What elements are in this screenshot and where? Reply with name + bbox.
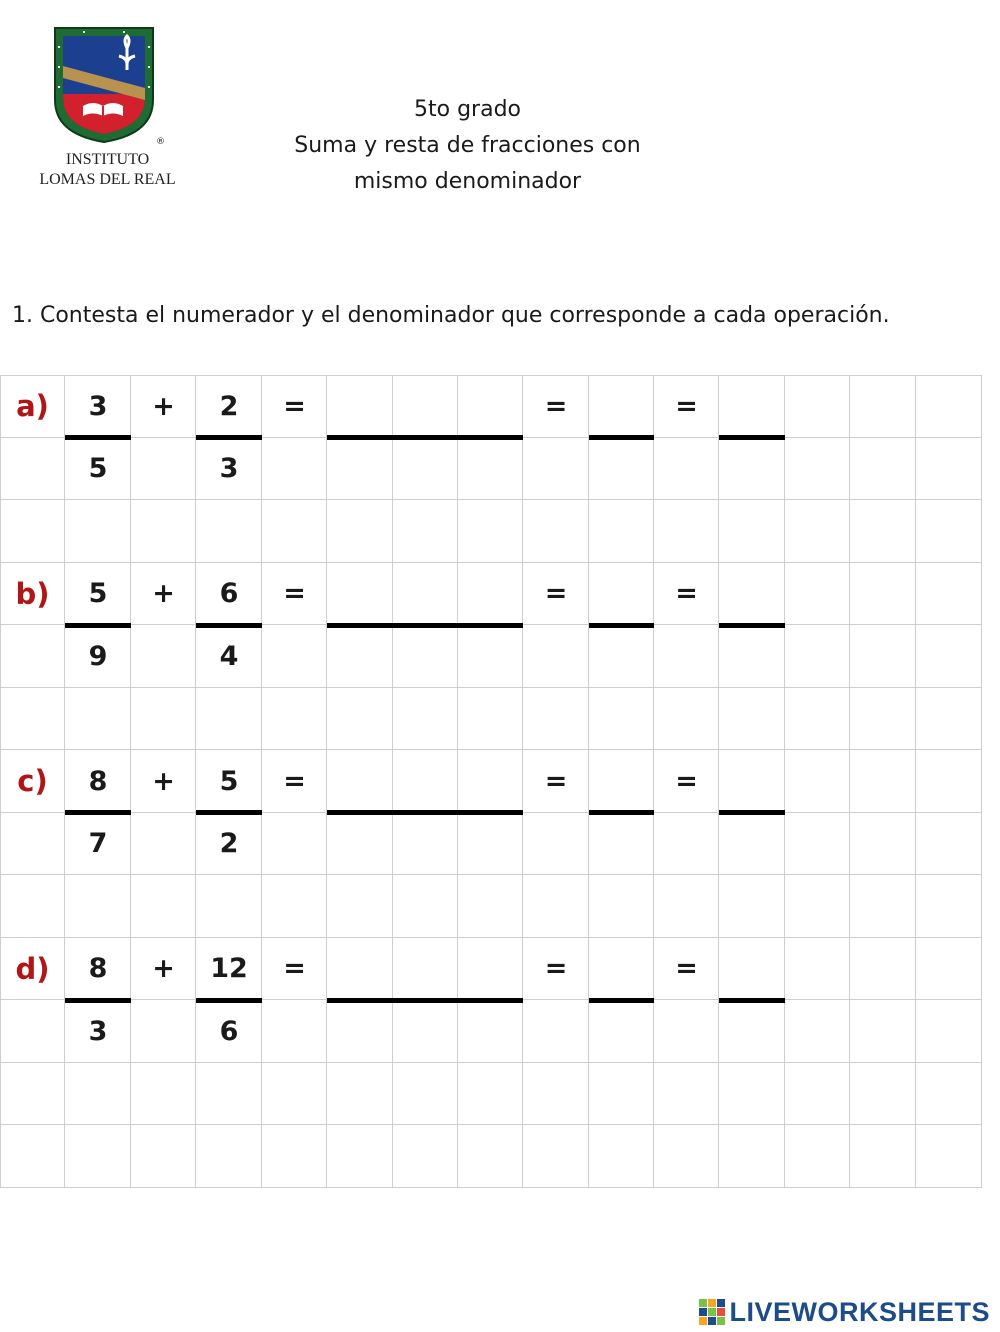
grid-cell <box>458 688 523 751</box>
denominator-2: 6 <box>219 1015 239 1047</box>
grid-cell <box>850 1063 916 1126</box>
grid-cell <box>131 1000 196 1063</box>
grid-cell <box>719 500 785 563</box>
grid-cell <box>916 875 982 938</box>
grid-cell <box>654 1000 719 1063</box>
grid-cell <box>131 813 196 876</box>
grid-cell <box>196 500 262 563</box>
numerator-1: 5 <box>88 578 108 610</box>
exercise-label: a) <box>16 389 49 424</box>
grid-cell <box>785 1125 850 1188</box>
grid-cell <box>850 500 916 563</box>
grid-cell <box>785 625 850 688</box>
grid-cell <box>785 1000 850 1063</box>
title-line-3: mismo denominador <box>353 169 582 194</box>
grid-cell <box>262 1000 327 1063</box>
grid-cell <box>393 500 458 563</box>
answer-wide-input[interactable] <box>327 750 523 875</box>
grid-cell <box>785 500 850 563</box>
operator-sign: + <box>152 578 175 610</box>
denominator-2: 3 <box>219 453 239 485</box>
operator-sign: + <box>152 765 175 797</box>
grid-cell <box>916 813 982 876</box>
grid-cell <box>654 688 719 751</box>
grid-cell <box>393 1125 458 1188</box>
liveworksheets-watermark <box>699 1292 990 1332</box>
grid-cell <box>327 500 393 563</box>
grid-cell <box>916 1063 982 1126</box>
grid-cell <box>589 1125 654 1188</box>
grid-cell <box>523 500 589 563</box>
grid-cell <box>589 688 654 751</box>
grid-cell <box>131 1125 196 1188</box>
grid-cell <box>327 1125 393 1188</box>
denominator-1: 5 <box>88 453 108 485</box>
school-name-line-1: INSTITUTO <box>65 151 150 168</box>
operator-sign: + <box>152 953 175 985</box>
grid-cell <box>850 750 916 813</box>
grid-cell <box>523 1125 589 1188</box>
equals-sign: = <box>675 578 698 610</box>
grid-cell <box>916 938 982 1001</box>
instruction-text: 1. Contesta el numerador y el denominador que corresponde a cada operación. <box>12 303 890 328</box>
grid-cell <box>393 688 458 751</box>
grid-cell <box>850 813 916 876</box>
grade-label: 5to grado <box>414 97 521 122</box>
liveworksheets-logo-icon <box>699 1299 725 1325</box>
grid-cell <box>327 875 393 938</box>
grid-cell <box>131 500 196 563</box>
grid-cell <box>523 688 589 751</box>
denominator-2: 2 <box>219 828 239 860</box>
grid-cell <box>916 688 982 751</box>
grid-cell <box>850 563 916 626</box>
grid-cell <box>785 438 850 501</box>
operator-sign: + <box>152 390 175 422</box>
grid-cell <box>458 1125 523 1188</box>
grid-cell <box>785 938 850 1001</box>
equals-sign: = <box>283 953 306 985</box>
grid-cell <box>654 438 719 501</box>
grid-cell <box>785 750 850 813</box>
answer-wide-input[interactable] <box>327 375 523 500</box>
grid-cell <box>458 875 523 938</box>
answer-input[interactable] <box>589 938 654 1063</box>
equals-sign: = <box>675 765 698 797</box>
title-line-2: Suma y resta de fracciones con <box>294 133 641 158</box>
grid-cell <box>654 625 719 688</box>
grid-cell <box>131 1063 196 1126</box>
grid-cell <box>654 1063 719 1126</box>
answer-final-input[interactable] <box>719 750 785 875</box>
fraction-bar-1 <box>65 810 131 815</box>
worksheet-title <box>250 92 685 200</box>
grid-cell <box>131 875 196 938</box>
grid-cell <box>785 563 850 626</box>
numerator-2: 2 <box>219 390 239 422</box>
grid-cell <box>785 875 850 938</box>
answer-final-input[interactable] <box>719 938 785 1063</box>
grid-cell <box>916 500 982 563</box>
grid-cell <box>523 1000 589 1063</box>
exercise-label: d) <box>15 951 50 986</box>
grid-cell <box>196 1063 262 1126</box>
grid-cell <box>523 438 589 501</box>
exercise-grid <box>0 375 982 1188</box>
grid-cell <box>262 500 327 563</box>
grid-cell <box>262 875 327 938</box>
grid-cell <box>654 875 719 938</box>
numerator-2: 6 <box>219 578 239 610</box>
grid-cell <box>916 1000 982 1063</box>
denominator-1: 9 <box>88 640 108 672</box>
grid-cell <box>916 375 982 438</box>
grid-cell <box>916 1125 982 1188</box>
grid-cell <box>0 688 65 751</box>
denominator-1: 7 <box>88 828 108 860</box>
grid-cell <box>393 875 458 938</box>
denominator-2: 4 <box>219 640 239 672</box>
numerator-1: 3 <box>88 390 108 422</box>
grid-cell <box>196 875 262 938</box>
grid-cell <box>719 875 785 938</box>
grid-cell <box>65 875 131 938</box>
equals-sign: = <box>283 578 306 610</box>
grid-cell <box>262 1125 327 1188</box>
grid-cell <box>0 1125 65 1188</box>
grid-cell <box>589 500 654 563</box>
exercise-label: c) <box>17 764 48 799</box>
grid-cell <box>850 1125 916 1188</box>
grid-cell <box>654 1125 719 1188</box>
exercise-label: b) <box>15 576 50 611</box>
grid-cell <box>262 1063 327 1126</box>
grid-cell <box>0 500 65 563</box>
grid-cell <box>196 1125 262 1188</box>
grid-cell <box>0 1000 65 1063</box>
grid-cell <box>719 688 785 751</box>
grid-cell <box>850 375 916 438</box>
grid-cell <box>785 1063 850 1126</box>
equals-sign: = <box>675 390 698 422</box>
grid-cell <box>0 813 65 876</box>
answer-wide-input[interactable] <box>327 563 523 688</box>
school-name <box>20 150 195 190</box>
equals-sign: = <box>675 953 698 985</box>
grid-cell <box>785 375 850 438</box>
grid-cell <box>458 1063 523 1126</box>
grid-cell <box>719 1063 785 1126</box>
equals-sign: = <box>544 390 568 422</box>
grid-cell <box>916 750 982 813</box>
equals-sign: = <box>544 578 568 610</box>
answer-final-input[interactable] <box>719 375 785 500</box>
grid-cell <box>65 1125 131 1188</box>
grid-cell <box>393 1063 458 1126</box>
school-logo <box>20 26 195 196</box>
equals-sign: = <box>283 390 306 422</box>
grid-cell <box>262 813 327 876</box>
numerator-1: 8 <box>88 765 108 797</box>
grid-cell <box>850 938 916 1001</box>
grid-cell <box>523 875 589 938</box>
grid-cell <box>654 813 719 876</box>
grid-cell <box>262 688 327 751</box>
grid-cell <box>65 1063 131 1126</box>
registered-mark: ® <box>156 137 165 147</box>
grid-cell <box>0 625 65 688</box>
fraction-bar-1 <box>65 623 131 628</box>
grid-cell <box>850 438 916 501</box>
grid-cell <box>523 625 589 688</box>
equals-sign: = <box>544 953 568 985</box>
grid-cell <box>589 1063 654 1126</box>
grid-cell <box>523 1063 589 1126</box>
answer-input[interactable] <box>589 563 654 688</box>
grid-cell <box>654 500 719 563</box>
grid-cell <box>131 625 196 688</box>
grid-cell <box>327 688 393 751</box>
fraction-bar-1 <box>65 435 131 440</box>
answer-input[interactable] <box>589 375 654 500</box>
equals-sign: = <box>544 765 568 797</box>
grid-cell <box>916 438 982 501</box>
grid-cell <box>785 688 850 751</box>
denominator-1: 3 <box>88 1015 108 1047</box>
grid-cell <box>719 1125 785 1188</box>
grid-cell <box>65 688 131 751</box>
grid-cell <box>262 438 327 501</box>
numerator-2: 5 <box>219 765 239 797</box>
grid-cell <box>916 563 982 626</box>
grid-cell <box>850 625 916 688</box>
fraction-bar-2 <box>196 810 262 815</box>
grid-cell <box>0 438 65 501</box>
grid-cell <box>131 438 196 501</box>
grid-cell <box>916 625 982 688</box>
grid-cell <box>850 1000 916 1063</box>
grid-cell <box>850 688 916 751</box>
fraction-bar-2 <box>196 435 262 440</box>
numerator-2: 12 <box>210 953 248 985</box>
grid-cell <box>0 1063 65 1126</box>
fraction-bar-2 <box>196 623 262 628</box>
grid-cell <box>262 625 327 688</box>
fraction-bar-1 <box>65 998 131 1003</box>
grid-cell <box>850 875 916 938</box>
grid-cell <box>196 688 262 751</box>
fraction-bar-2 <box>196 998 262 1003</box>
grid-cell <box>589 875 654 938</box>
grid-cell <box>458 500 523 563</box>
school-crest-icon <box>53 26 165 147</box>
watermark-text: LIVEWORKSHEETS <box>729 1296 990 1327</box>
equals-sign: = <box>283 765 306 797</box>
answer-final-input[interactable] <box>719 563 785 688</box>
grid-cell <box>327 1063 393 1126</box>
answer-input[interactable] <box>589 750 654 875</box>
grid-cell <box>131 688 196 751</box>
grid-cell <box>65 500 131 563</box>
grid-cell <box>0 875 65 938</box>
numerator-1: 8 <box>88 953 108 985</box>
grid-cell <box>785 813 850 876</box>
grid-cell <box>523 813 589 876</box>
answer-wide-input[interactable] <box>327 938 523 1063</box>
school-name-line-2: LOMAS DEL REAL <box>39 171 176 188</box>
